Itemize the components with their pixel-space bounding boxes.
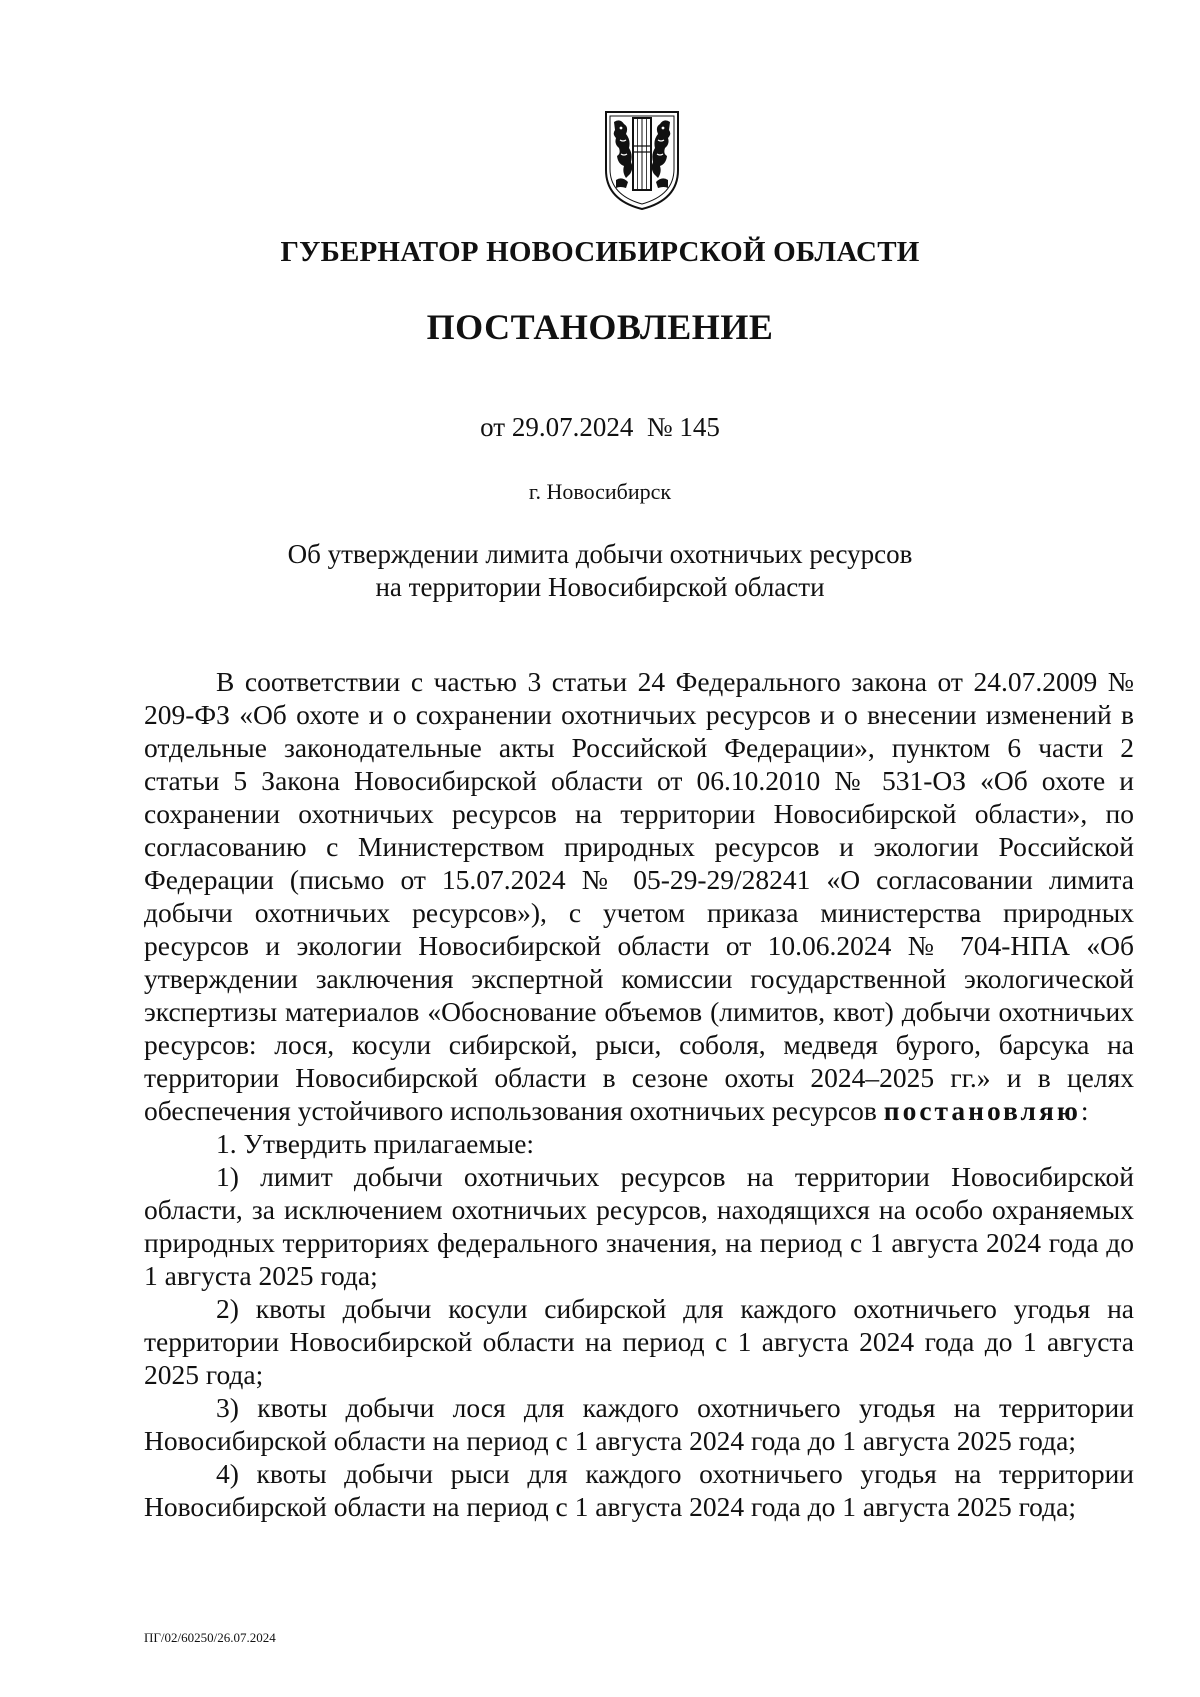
date-number-line (0, 412, 1200, 443)
coat-of-arms-icon (602, 108, 682, 212)
registration-code: ПГ/02/60250/26.07.2024 (144, 1630, 276, 1645)
issuing-authority: ГУБЕРНАТОР НОВОСИБИРСКОЙ ОБЛАСТИ (280, 236, 920, 268)
decree-colon: : (1080, 1095, 1089, 1126)
subject-line-2: на территории Новосибирской области (375, 572, 825, 602)
subitem-1: 1) лимит добычи охотничьих ресурсов на территории Новосибирской области, за исключением охотничьих ресурсов, находящихся на особо охраняемых природных территориях федерального значения, на период с 1 августа 2024 года до 1 августа 2025 года; (144, 1161, 1134, 1291)
subject-line-1: Об утверждении лимита добычи охотничьих ресурсов (287, 539, 913, 569)
preamble-text: В соответствии с частью 3 статьи 24 Федерального закона от 24.07.2009 № 209-ФЗ «Об охоте и о сохранении охотничьих ресурсов и о внесении изменений в отдельные законодательные акты Российской Федерации», пунктом 6 части 2 статьи 5 Закона Новосибирской области от 06.10.2010 № 531-ОЗ «Об охоте и сохранении охотничьих ресурсов на территории Новосибирской области», по согласованию с Министерством природных ресурсов и экологии Российской Федерации (письмо от 15.07.2024 № 05-29-29/28241 «О согласовании лимита добычи охотничьих ресурсов»), с учетом приказа министерства природных ресурсов и экологии Новосибирской области от 10.06.2024 № 704-НПА «Об утверждении заключения экспертной комиссии государственной экологической экспертизы материалов «Обоснование объемов (лимитов, квот) добычи охотничьих ресурсов: лося, косули сибирской, рыси, соболя, медведя бурого, барсука на территории Новосибирской области в сезоне охоты 2024–2025 гг.» и в целях обеспечения устойчивого использования охотничьих ресурсов (144, 666, 1134, 1126)
subitem-4: 4) квоты добычи рыси для каждого охотничьего угодья на территории Новосибирской области на период с 1 августа 2024 года до 1 августа 2025 года; (144, 1458, 1134, 1522)
document-subject (0, 538, 1200, 604)
item-1: 1. Утвердить прилагаемые: (216, 1128, 535, 1159)
decree-word: постановляю (883, 1095, 1081, 1126)
document-date: 29.07.2024 (511, 412, 634, 442)
date-prefix: от (480, 412, 506, 442)
document-body (144, 665, 1134, 1523)
number-sign: № (646, 412, 673, 442)
preamble-paragraph (144, 665, 1134, 1127)
subitem-2: 2) квоты добычи косули сибирской для каждого охотничьего угодья на территории Новосибирской области на период с 1 августа 2024 года до 1 августа 2025 года; (144, 1293, 1134, 1390)
subitem-3: 3) квоты добычи лося для каждого охотничьего угодья на территории Новосибирской области на период с 1 августа 2024 года до 1 августа 2025 года; (144, 1392, 1134, 1456)
city-line: г. Новосибирск (528, 479, 672, 504)
document-number: 145 (679, 412, 720, 442)
document-type-title: ПОСТАНОВЛЕНИЕ (426, 307, 774, 347)
